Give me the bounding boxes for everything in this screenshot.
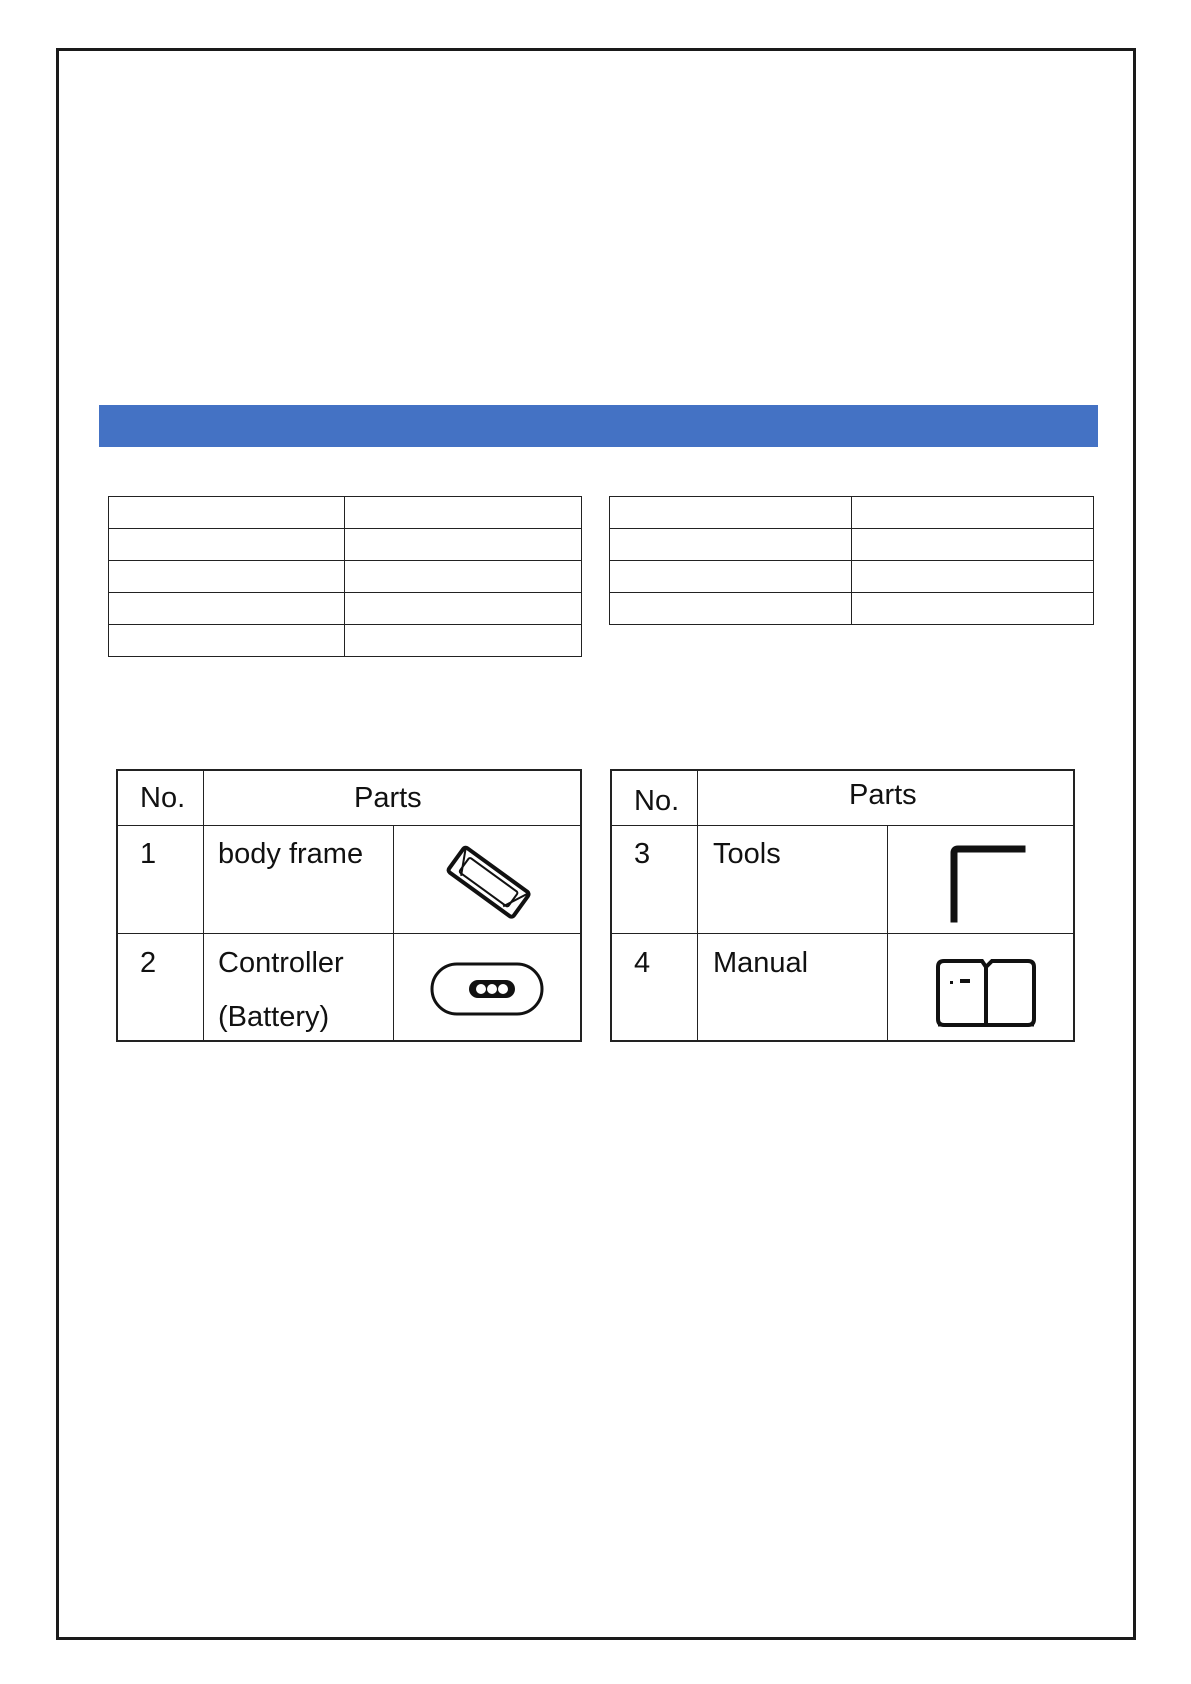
part-name-detail: (Battery)	[218, 1001, 330, 1033]
table-cell	[345, 529, 582, 561]
table-cell	[109, 529, 345, 561]
table-divider	[203, 771, 204, 1040]
table-divider	[612, 933, 1073, 934]
manual-book-icon	[934, 957, 1038, 1031]
table-row	[109, 625, 582, 657]
table-cell	[610, 529, 852, 561]
table-cell	[852, 497, 1094, 529]
table-cell	[109, 497, 345, 529]
table-row	[109, 561, 582, 593]
header-no: No.	[634, 785, 680, 817]
table-cell	[852, 593, 1094, 625]
table-cell	[852, 529, 1094, 561]
part-number: 2	[140, 947, 157, 979]
table-divider	[118, 825, 580, 826]
header-parts: Parts	[849, 779, 917, 811]
part-name: Controller	[218, 947, 344, 979]
table-cell	[852, 561, 1094, 593]
table-divider	[697, 771, 698, 1040]
table-cell	[109, 625, 345, 657]
table-divider	[118, 933, 580, 934]
parts-table-right	[610, 769, 1075, 1042]
table-cell	[610, 561, 852, 593]
parts-table-left	[116, 769, 582, 1042]
header-parts: Parts	[354, 782, 422, 814]
table-row	[610, 497, 1094, 529]
table-row	[109, 529, 582, 561]
header-no: No.	[140, 782, 186, 814]
table-cell	[109, 593, 345, 625]
part-name: body frame	[218, 838, 364, 870]
table-cell	[345, 497, 582, 529]
table-row	[610, 529, 1094, 561]
spec-table-right	[609, 496, 1094, 625]
part-name: Tools	[713, 838, 781, 870]
table-row	[610, 593, 1094, 625]
section-header-banner	[99, 405, 1098, 447]
part-number: 4	[634, 947, 651, 979]
table-row	[109, 593, 582, 625]
table-row	[109, 497, 582, 529]
table-cell	[345, 625, 582, 657]
table-cell	[610, 593, 852, 625]
tool-icon	[948, 843, 1028, 923]
part-number: 1	[140, 838, 157, 870]
table-cell	[610, 497, 852, 529]
body-frame-icon	[438, 841, 538, 925]
controller-battery-icon	[429, 959, 545, 1019]
table-divider	[612, 825, 1073, 826]
table-cell	[345, 593, 582, 625]
spec-table-left	[108, 496, 582, 657]
table-cell	[345, 561, 582, 593]
part-name: Manual	[713, 947, 809, 979]
table-cell	[109, 561, 345, 593]
part-number: 3	[634, 838, 651, 870]
table-row	[610, 561, 1094, 593]
